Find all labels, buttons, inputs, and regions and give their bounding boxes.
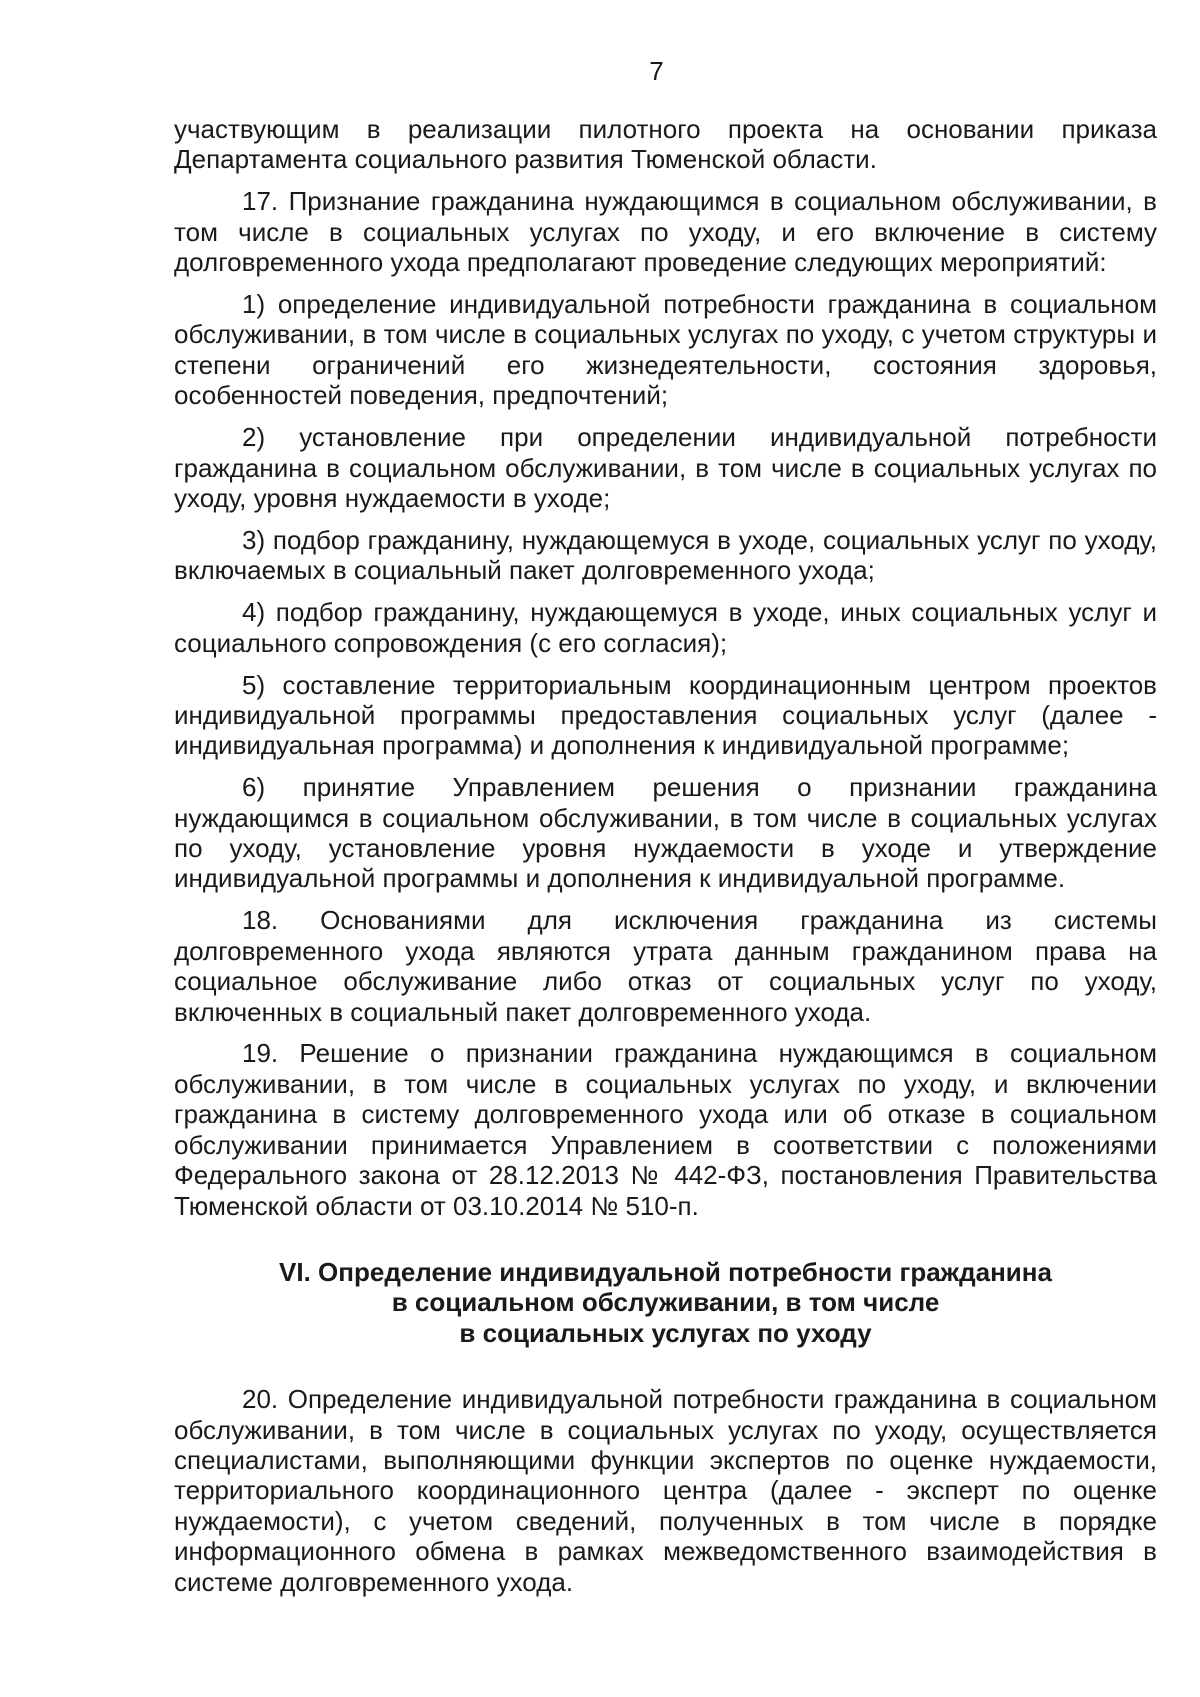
list-item-2: 2) установление при определении индивидуальной потребности гражданина в социальном обслуживании, в том числе в социальных услугах по уходу, уровня нуждаемости в уходе; — [174, 422, 1157, 513]
list-item-3: 3) подбор гражданину, нуждающемуся в уходе, социальных услуг по уходу, включаемых в социальный пакет долговременного ухода; — [174, 524, 1157, 586]
section-heading-line-2: в социальном обслуживании, в том числе — [391, 1287, 940, 1318]
paragraph-17: 17. Признание гражданина нуждающимся в социальном обслуживании, в том числе в социальных услугах по уходу, и его включение в систему долговременного ухода предполагают проведение следующих мероприятий: — [174, 186, 1157, 278]
list-item-1: 1) определение индивидуальной потребности гражданина в социальном обслуживании, в том числе в социальных услугах по уходу, с учетом структуры и степени ограничений его жизнедеятельности, состояния здоровья, особенностей поведения, предпочтений; — [174, 289, 1157, 411]
page-number: 7 — [649, 56, 664, 86]
section-heading-line-1: VI. Определение индивидуальной потребности гражданина — [279, 1256, 1052, 1287]
paragraph-continuation: участвующим в реализации пилотного проекта на основании приказа Департамента социального развития Тюменской области. — [174, 114, 1157, 175]
paragraph-20: 20. Определение индивидуальной потребности гражданина в социальном обслуживании, в том числе в социальных услугах по уходу, осуществляется специалистами, выполняющими функции экспертов по оценке нуждаемости, территориального координационного центра (далее - эксперт по оценке нуждаемости), с учетом сведений, полученных в том числе в порядке информационного обмена в рамках межведомственного взаимодействия в системе долговременного ухода. — [174, 1384, 1157, 1597]
section-heading — [174, 1257, 1157, 1348]
section-heading-line-3: в социальных услугах по уходу — [459, 1317, 872, 1348]
list-item-4: 4) подбор гражданину, нуждающемуся в уходе, иных социальных услуг и социального сопровождения (с его согласия); — [174, 597, 1157, 658]
heading-spacer — [174, 1348, 1157, 1384]
document-body — [174, 114, 1157, 1608]
list-item-6: 6) принятие Управлением решения о признании гражданина нуждающимся в социальном обслуживании, в том числе в социальных услугах по уходу, установление уровня нуждаемости в уходе и утверждение индивидуальной программы и дополнения к индивидуальной программе. — [174, 772, 1157, 894]
paragraph-19: 19. Решение о признании гражданина нуждающимся в социальном обслуживании, в том числе в социальных услугах по уходу, и включении гражданина в систему долговременного ухода или об отказе в социальном обслуживании принимается Управлением в соответствии с положениями Федерального закона от 28.12.2013 № 442-ФЗ, постановления Правительства Тюменской области от 03.10.2014 № 510-п. — [174, 1038, 1157, 1221]
list-item-5: 5) составление территориальным координационным центром проектов индивидуальной программы предоставления социальных услуг (далее - индивидуальная программа) и дополнения к индивидуальной программе; — [174, 669, 1157, 761]
paragraph-18: 18. Основаниями для исключения гражданина из системы долговременного ухода являются утрата данным гражданином права на социальное обслуживание либо отказ от социальных услуг по уходу, включенных в социальный пакет долговременного ухода. — [174, 905, 1157, 1027]
